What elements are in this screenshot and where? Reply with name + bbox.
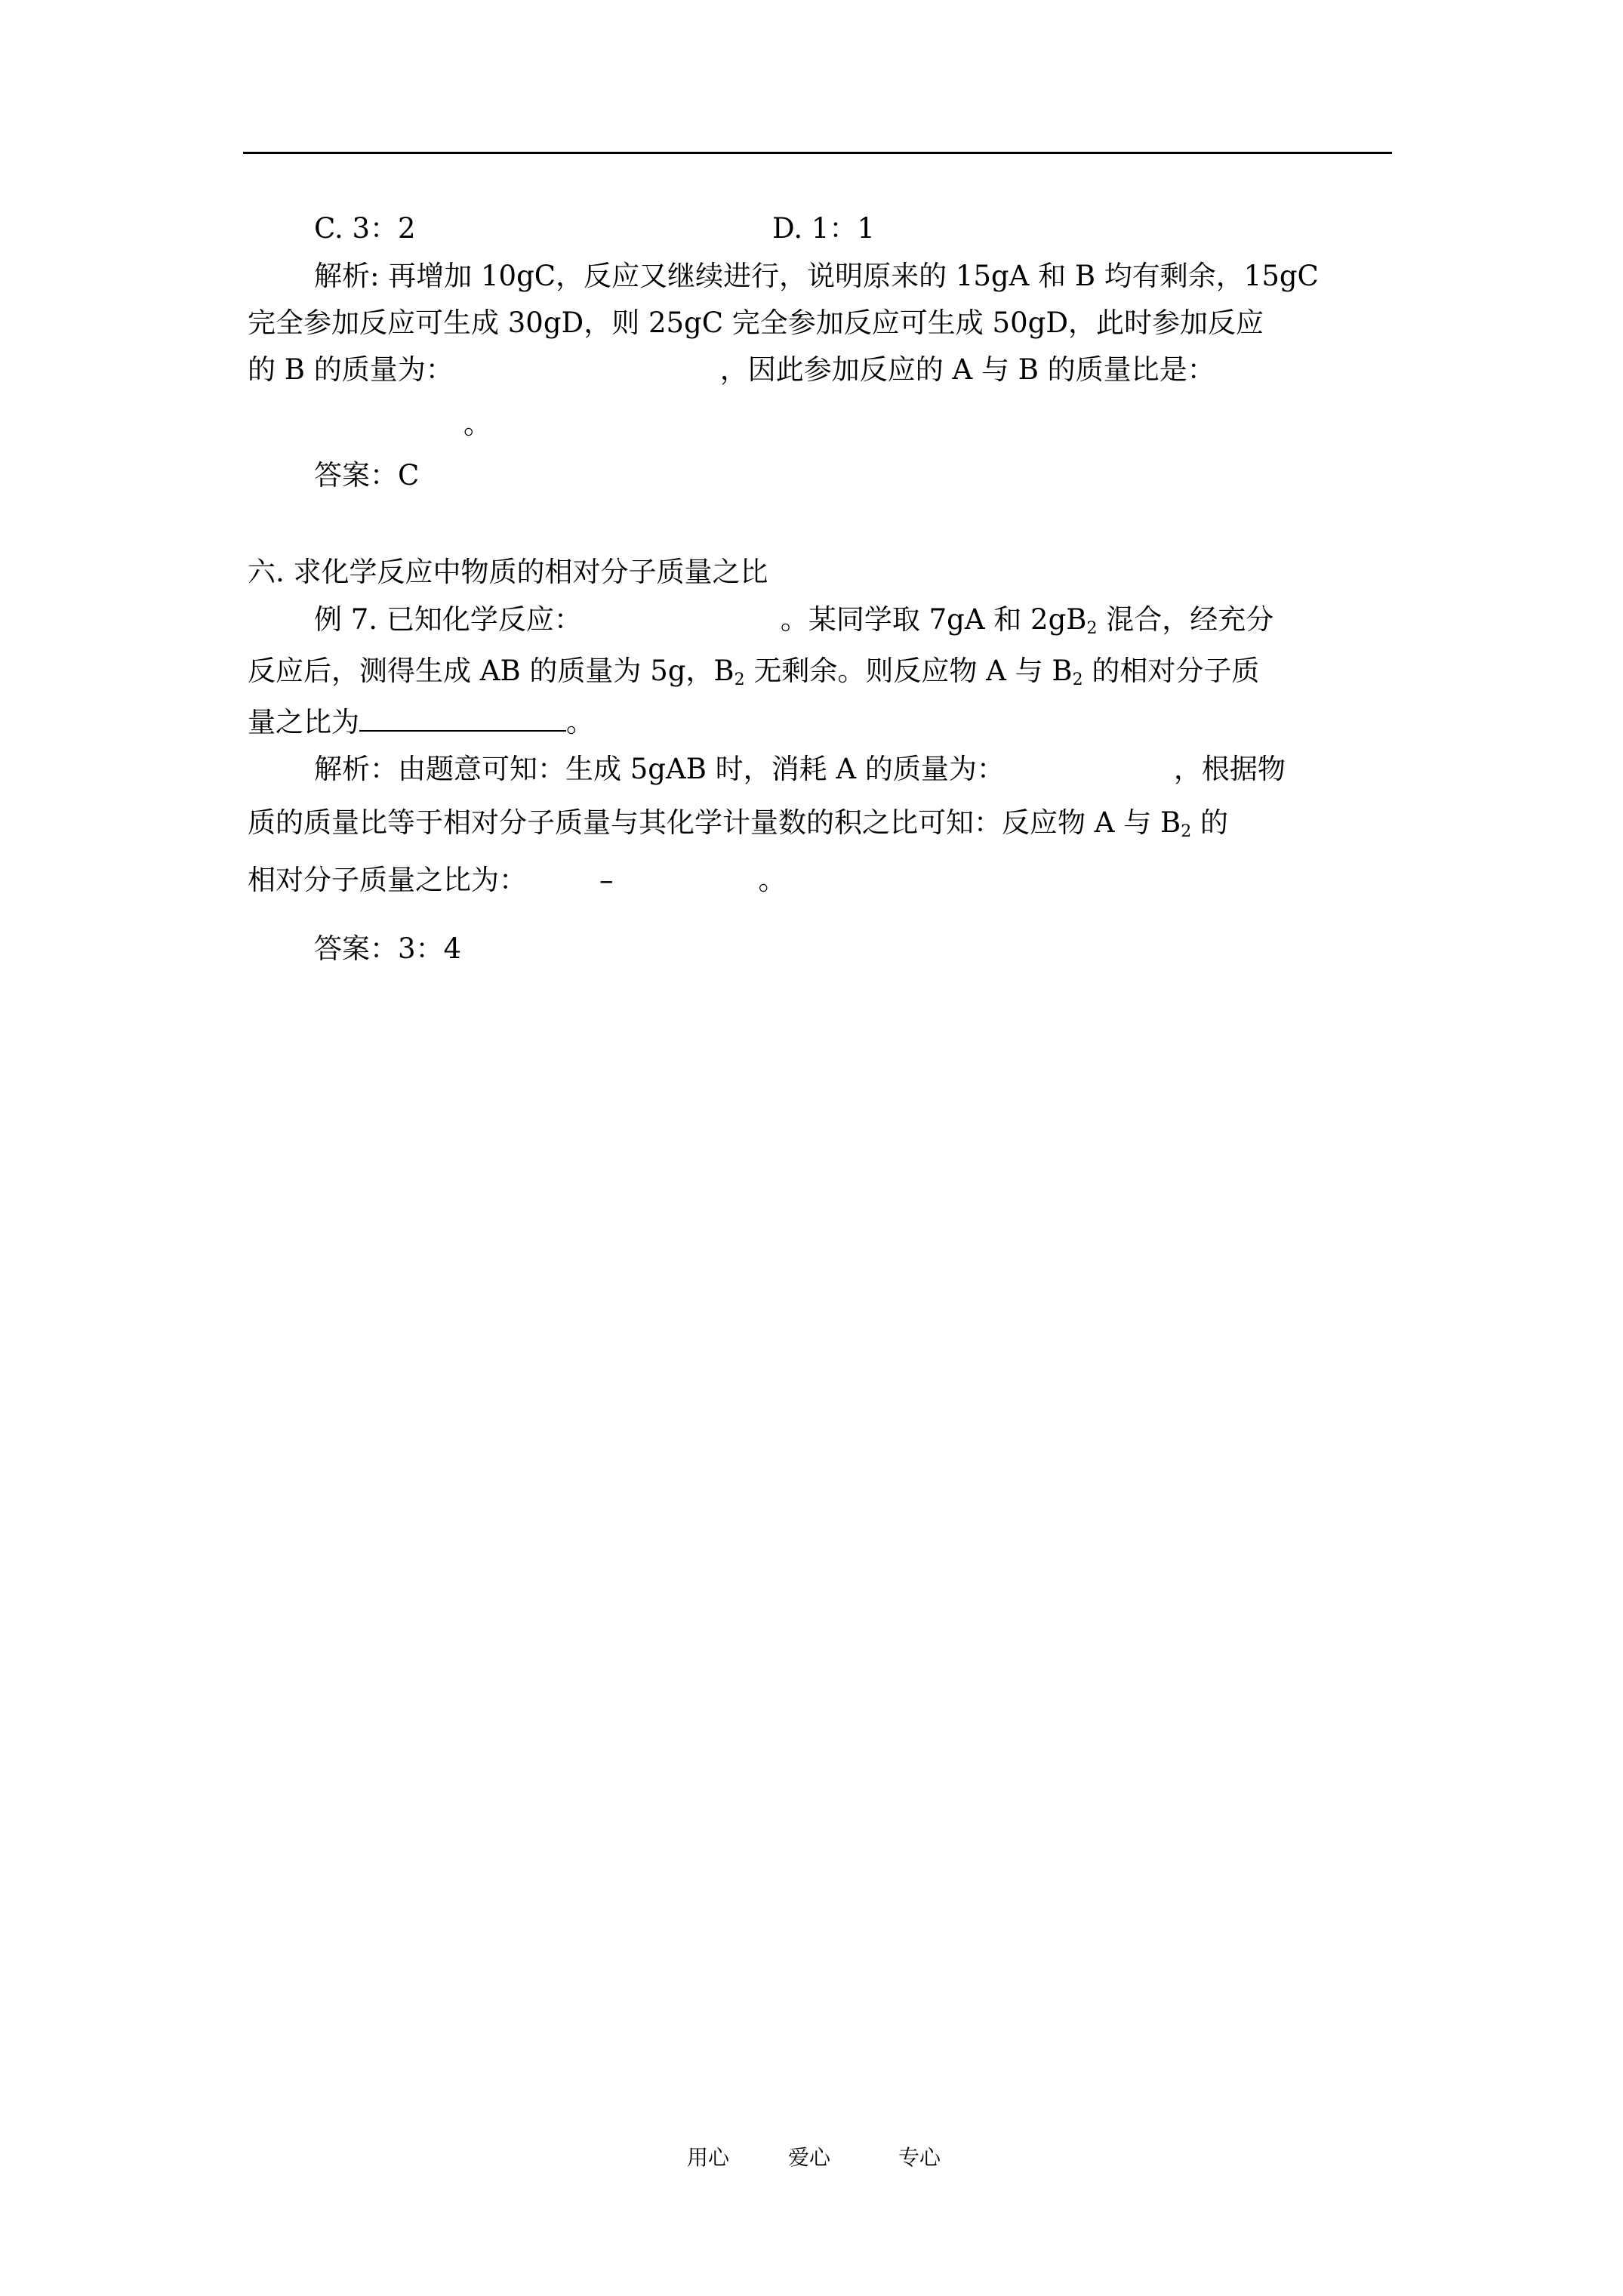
analysis-line-3-a: 的 B 的质量为： [248,353,454,386]
example7-line-2-sub2: 2 [1072,670,1083,689]
answer-c: 答案：C [314,459,420,492]
analysis7-line-3 [248,861,787,899]
example7-line-1-b: 。某同学取 7gA 和 2gB [780,603,1087,636]
example7-line-1-a: 例 7. 已知化学反应： [314,603,582,636]
analysis7-line-1 [314,750,1286,788]
analysis7-line-2-a: 质的质量比等于相对分子质量与其化学计量数的积之比可知：反应物 A 与 B [248,806,1181,839]
section-title: 六. 求化学反应中物质的相对分子质量之比 [248,556,768,588]
analysis7-line-1-b: ，根据物 [1173,753,1286,785]
answer-7: 答案：3：4 [314,932,462,965]
analysis-line-4: 。 [463,408,491,440]
example7-line-2-c: 的相对分子质 [1083,655,1260,687]
example7-line-2 [248,652,1259,690]
analysis7-line-2 [248,804,1228,842]
example7-line-2-b: 无剩余。则反应物 A 与 B [744,655,1073,687]
analysis7-line-2-b: 的 [1191,806,1228,839]
example7-line-1 [314,601,1273,639]
footer-word-3: 专心 [898,2145,941,2170]
footer-word-1: 用心 [687,2145,730,2170]
analysis7-line-2-sub: 2 [1181,822,1192,841]
analysis7-line-3-dash: – [599,864,614,896]
analysis7-line-1-a: 解析：由题意可知：生成 5gAB 时，消耗 A 的质量为： [314,753,1005,785]
example7-line-3-b: 。 [566,706,594,738]
example7-line-1-sub: 2 [1086,619,1098,638]
answer-blank [359,704,566,732]
option-c: C. 3：2 [314,212,416,245]
header-rule [243,152,1392,154]
analysis7-line-3-b: 。 [758,864,787,896]
analysis-line-3-b: ，因此参加反应的 A 与 B 的质量比是： [719,353,1215,386]
analysis-line-1: 解析: 再增加 10gC，反应又继续进行，说明原来的 15gA 和 B 均有剩余，15gC [314,260,1319,292]
option-d: D. 1：1 [772,212,875,245]
analysis7-line-3-a: 相对分子质量之比为： [248,864,527,896]
example7-line-1-c: 混合，经充分 [1097,603,1274,636]
example7-line-3 [248,704,594,741]
analysis-line-3 [248,351,1215,389]
example7-line-3-a: 量之比为 [248,706,359,738]
example7-line-2-sub: 2 [734,670,745,689]
footer-word-2: 爱心 [788,2145,831,2170]
example7-line-2-a: 反应后，测得生成 AB 的质量为 5g，B [248,655,735,687]
analysis-line-2: 完全参加反应可生成 30gD，则 25gC 完全参加反应可生成 50gD，此时参加反应 [248,307,1264,339]
